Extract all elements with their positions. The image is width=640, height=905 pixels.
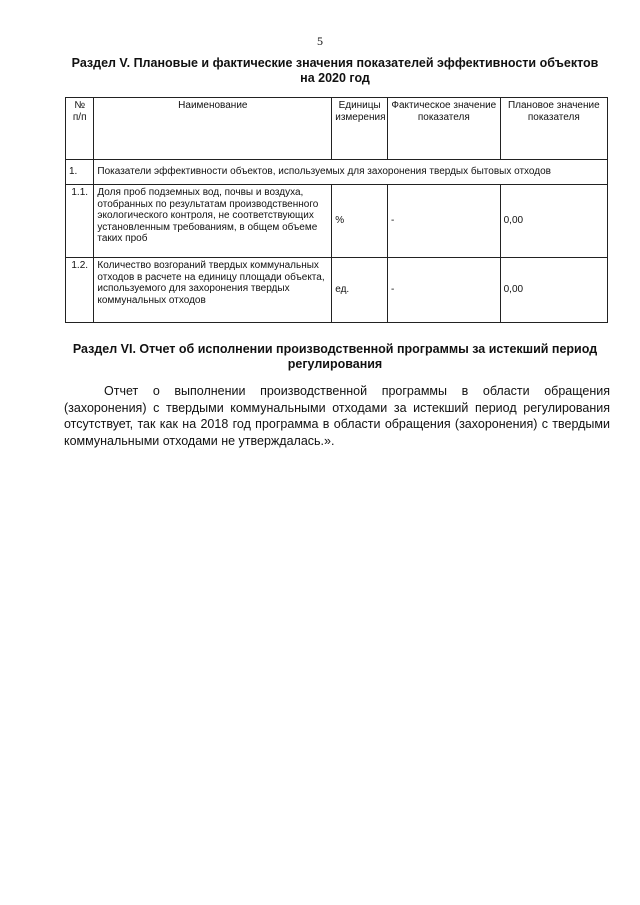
row-num: 1.1. [66,185,94,258]
header-plan: Плановое значение показателя [500,98,607,160]
page-number: 5 [317,34,323,48]
report-paragraph: Отчет о выполнении производственной программы в области обращения (захоронения) с твердыми коммунальными отходами за истекший период регулирования отсутствует, так как на 2018 год программа в области обращения (захоронения) с твердыми коммунальными отходами не утверждалась.». [64,384,610,448]
header-unit: Единицы измерения [332,98,388,160]
table-header-row [66,98,608,160]
row-name: Доля проб подземных вод, почвы и воздуха, отобранных по результатам производственного экологического контроля, не соответствующих установленным требованиям, в общем объеме таких проб [94,185,332,258]
indicators-table [65,97,608,323]
row-unit: % [332,185,388,258]
header-num: № п/п [66,98,94,160]
row-num: 1.2. [66,258,94,323]
row-name: Количество возгораний твердых коммунальных отходов в расчете на единицу площади объекта, используемого для захоронения твердых коммунальных отходов [94,258,332,323]
table-row [66,185,608,258]
section-5-title: Раздел V. Плановые и фактические значения показателей эффективности объектов на 2020 год [71,56,599,85]
row-unit: ед. [332,258,388,323]
group-num: 1. [66,160,94,185]
row-fact: - [388,258,501,323]
table-group-row [66,160,608,185]
group-label: Показатели эффективности объектов, используемых для захоронения твердых бытовых отходов [94,160,608,185]
header-fact: Фактическое значение показателя [388,98,501,160]
table-row [66,258,608,323]
section-6-title: Раздел VI. Отчет об исполнении производственной программы за истекший период регулирования [72,342,598,371]
header-name: Наименование [94,98,332,160]
row-fact: - [388,185,501,258]
row-plan: 0,00 [500,258,607,323]
row-plan: 0,00 [500,185,607,258]
